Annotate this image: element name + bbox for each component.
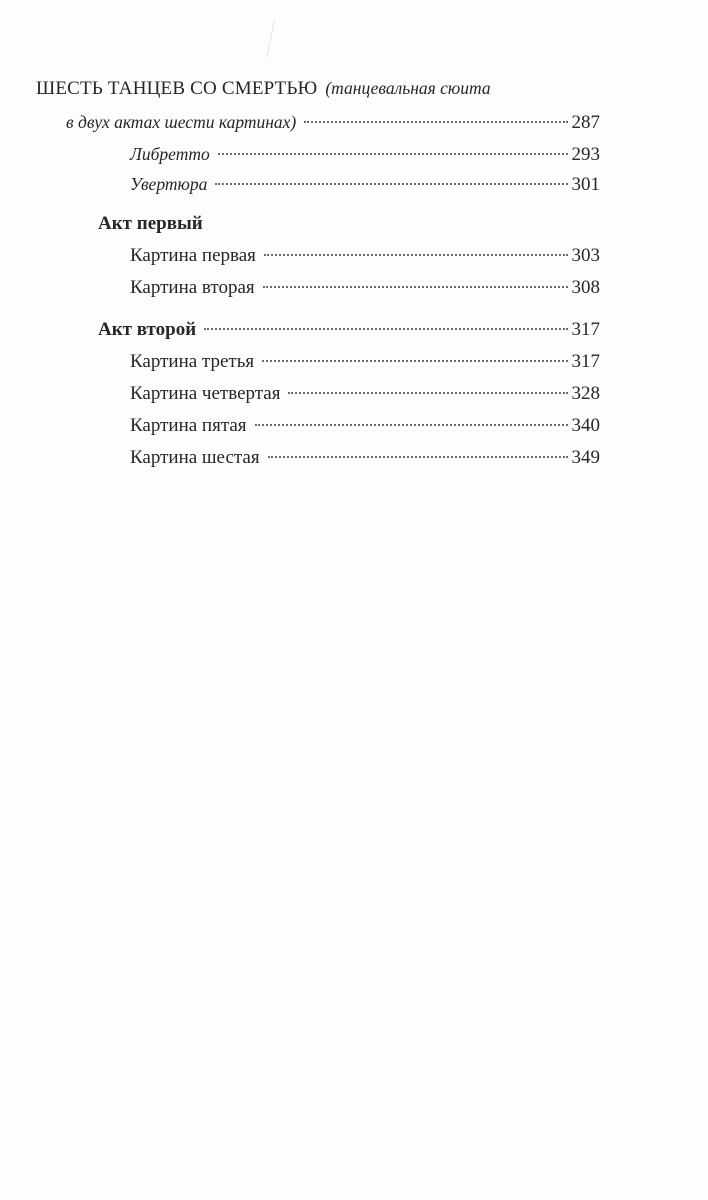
toc-entry-scene6[interactable] — [130, 446, 600, 470]
toc-entry-label: Картина шестая — [130, 447, 260, 468]
dot-leader — [268, 456, 568, 458]
toc-entry-overture[interactable] — [130, 172, 600, 197]
toc-entry-scene2[interactable] — [130, 276, 600, 300]
toc-entry-libretto[interactable] — [130, 142, 600, 167]
page-number: 308 — [571, 277, 600, 298]
toc-entry-scene1[interactable] — [130, 244, 600, 268]
dot-leader — [204, 328, 567, 330]
page-number: 303 — [571, 245, 600, 266]
toc-main-title-line — [36, 76, 491, 101]
dot-leader — [288, 392, 567, 394]
dot-leader — [264, 254, 568, 256]
toc-main-title: ШЕСТЬ ТАНЦЕВ СО СМЕРТЬЮ — [36, 78, 318, 99]
dot-leader — [263, 286, 568, 288]
page-number: 317 — [571, 351, 600, 372]
page-number: 287 — [571, 112, 600, 133]
dot-leader — [215, 183, 567, 185]
page-number: 349 — [571, 447, 600, 468]
toc-entry-scene5[interactable] — [130, 414, 600, 438]
page-number: 293 — [571, 144, 600, 165]
toc-entry-label: Увертюра — [130, 174, 208, 194]
toc-entry-label: Картина первая — [130, 245, 256, 266]
dot-leader — [255, 424, 568, 426]
dot-leader — [218, 153, 568, 155]
toc-entry-scene3[interactable] — [130, 350, 600, 374]
toc-entry-scene4[interactable] — [130, 382, 600, 406]
toc-entry-label: Либретто — [130, 144, 210, 164]
toc-main-subtitle-line1: (танцевальная сюита — [325, 78, 491, 98]
toc-act2-heading: Акт второй — [98, 319, 197, 340]
page-number: 301 — [571, 174, 600, 195]
paper-mark — [266, 20, 275, 57]
toc-entry-label: Картина четвертая — [130, 383, 281, 404]
toc-entry-label: Картина вторая — [130, 277, 255, 298]
dot-leader — [262, 360, 567, 362]
page-number: 317 — [571, 319, 600, 340]
toc-entry-label: Картина третья — [130, 351, 255, 372]
toc-entry-act2[interactable] — [98, 318, 600, 342]
page-number: 328 — [571, 383, 600, 404]
toc-entry-label: Картина пятая — [130, 415, 247, 436]
toc-act1-heading: Акт первый — [98, 213, 203, 234]
page-number: 340 — [571, 415, 600, 436]
toc-main-subtitle-line2: в двух актах шести картинах) — [66, 112, 297, 132]
toc-entry-main[interactable] — [66, 110, 600, 135]
dot-leader — [304, 121, 567, 123]
